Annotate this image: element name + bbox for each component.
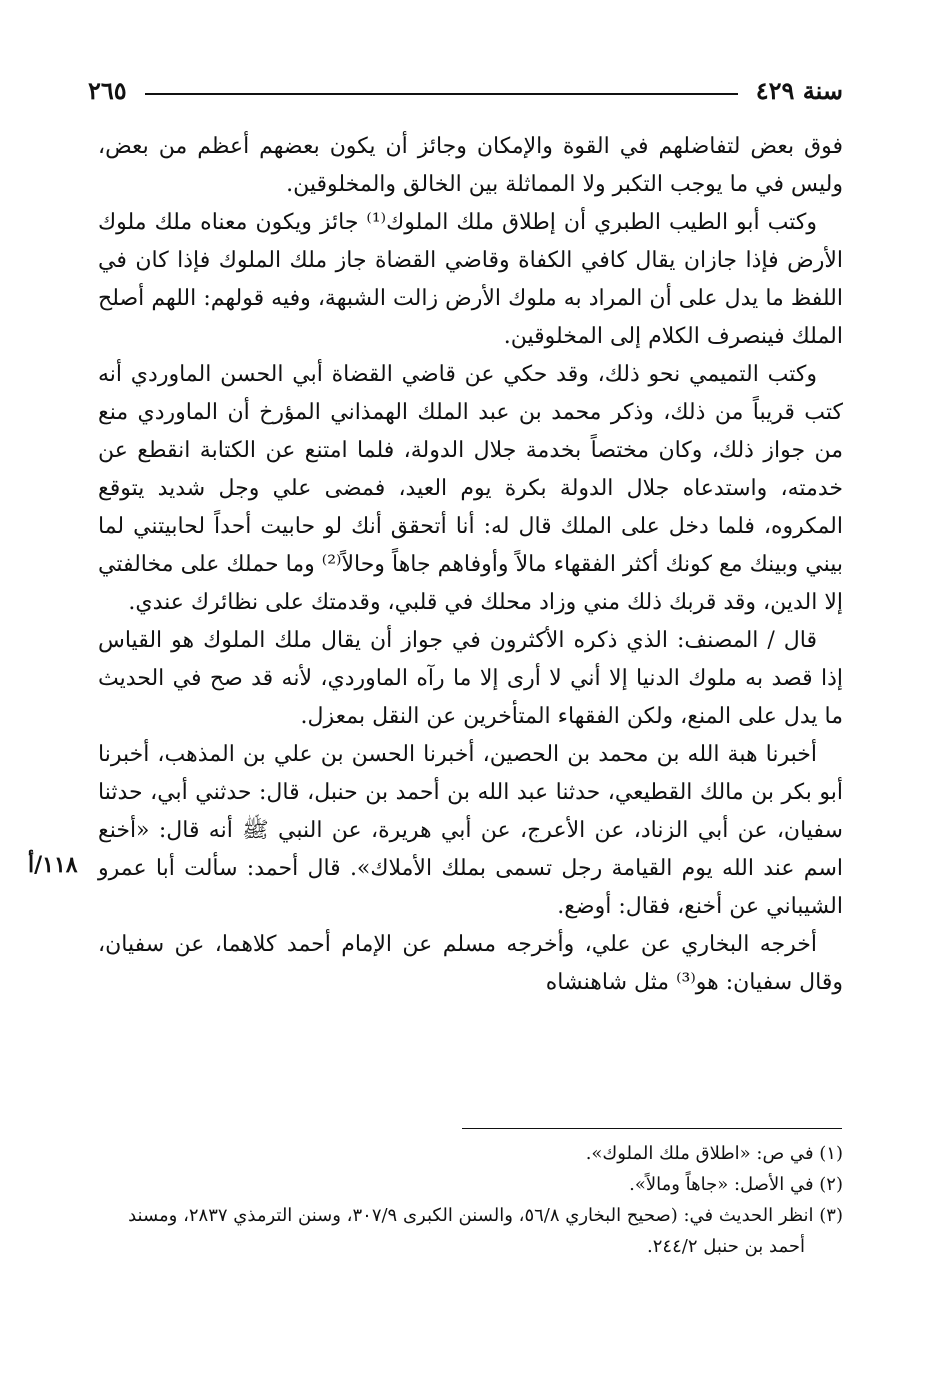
footnote-continuation: أحمد بن حنبل ٢٤٤/٢. (647, 1236, 805, 1257)
paragraph: وكتب أبو الطيب الطبري أن إطلاق ملك الملوك⁽¹⁾ جائز ويكون معناه ملك ملوك الأرض فإذا جازان يقال كافي الكفاة وقاضي القضاة جاز ملك الملوك فإذا كان في اللفظ ما يدل على أن المراد به ملوك الأرض زالت الشبهة، وفيه قولهم: اللهم أصلح الملك فينصرف الكلام إلى المخلوقين. (98, 210, 843, 349)
footnote: (٣) انظر الحديث في: (صحيح البخاري ٥٦/٨، والسنن الكبرى ٣٠٧/٩، وسنن الترمذي ٢٨٣٧، ومسند (128, 1205, 843, 1226)
header-rule (145, 93, 738, 95)
page-number: ٢٦٥ (88, 75, 127, 105)
paragraph: أخرجه البخاري عن علي، وأخرجه مسلم عن الإمام أحمد كلاهما، عن سفيان، وقال سفيان: هو⁽³⁾ مثل شاهنشاه (98, 932, 843, 995)
paragraph: فوق بعض لتفاضلهم في القوة والإمكان وجائز أن يكون بعضهم أعظم من بعض، وليس في ما يوجب التكبر ولا المماثلة بين الخالق والمخلوقين. (98, 134, 843, 197)
main-text (98, 128, 843, 1002)
manuscript-folio-note: ١١٨/أ (28, 852, 78, 878)
paragraph: أخبرنا هبة الله بن محمد بن الحصين، أخبرنا الحسن بن علي بن المذهب، أخبرنا أبو بكر بن مالك القطيعي، حدثنا عبد الله بن أحمد بن حنبل، قال: حدثني أبي، حدثنا سفيان، عن أبي الزناد، عن الأعرج، عن أبي هريرة، عن النبي ﷺ أنه قال: «أخنع اسم عند الله يوم القيامة رجل تسمى بملك الأملاك». قال أحمد: سألت أبا عمرو الشيباني عن أخنع، فقال: أوضع. (98, 742, 844, 919)
footnote: (٢) في الأصل: «جاهاً ومالاً». (629, 1174, 843, 1195)
footnote: (١) في ص: «اطلاق ملك الملوك». (585, 1143, 843, 1164)
paragraph: قال / المصنف: الذي ذكره الأكثرون في جواز أن يقال ملك الملوك هو القياس إذا قصد به ملوك الدنيا إلا أني لا أرى إلا ما رآه الماوردي، لأنه قد صح في الحديث ما يدل على المنع، ولكن الفقهاء المتأخرين عن النقل بمعزل. (98, 628, 843, 729)
paragraph: وكتب التميمي نحو ذلك، وقد حكي عن قاضي القضاة أبي الحسن الماوردي أنه كتب قريباً من ذلك، وذكر محمد بن عبد الملك الهمذاني المؤرخ أن الماوردي منع من جواز ذلك، وكان مختصاً بخدمة جلال الدولة، فلما امتنع عن الكتابة انقطع عن خدمته، واستدعاه جلال الدولة بكرة يوم العيد، فمضى علي وجل شديد يتوقع المكروه، فلما دخل على الملك قال له: أنا أتحقق أنك لو حابيت أحداً لحابيتني لما بيني وبينك مع كونك أكثر الفقهاء مالاً وأوفاهم جاهاً وحالاً⁽²⁾ وما حملك على مخالفتي إلا الدين، وقد قربك ذلك مني وزاد محلك في قلبي، وقدمتك على نظائرك عندي. (98, 362, 843, 615)
footnote-separator (462, 1128, 842, 1129)
page-header (88, 70, 843, 110)
footnotes (90, 1138, 843, 1262)
running-title: سنة ٤٢٩ (755, 75, 843, 105)
